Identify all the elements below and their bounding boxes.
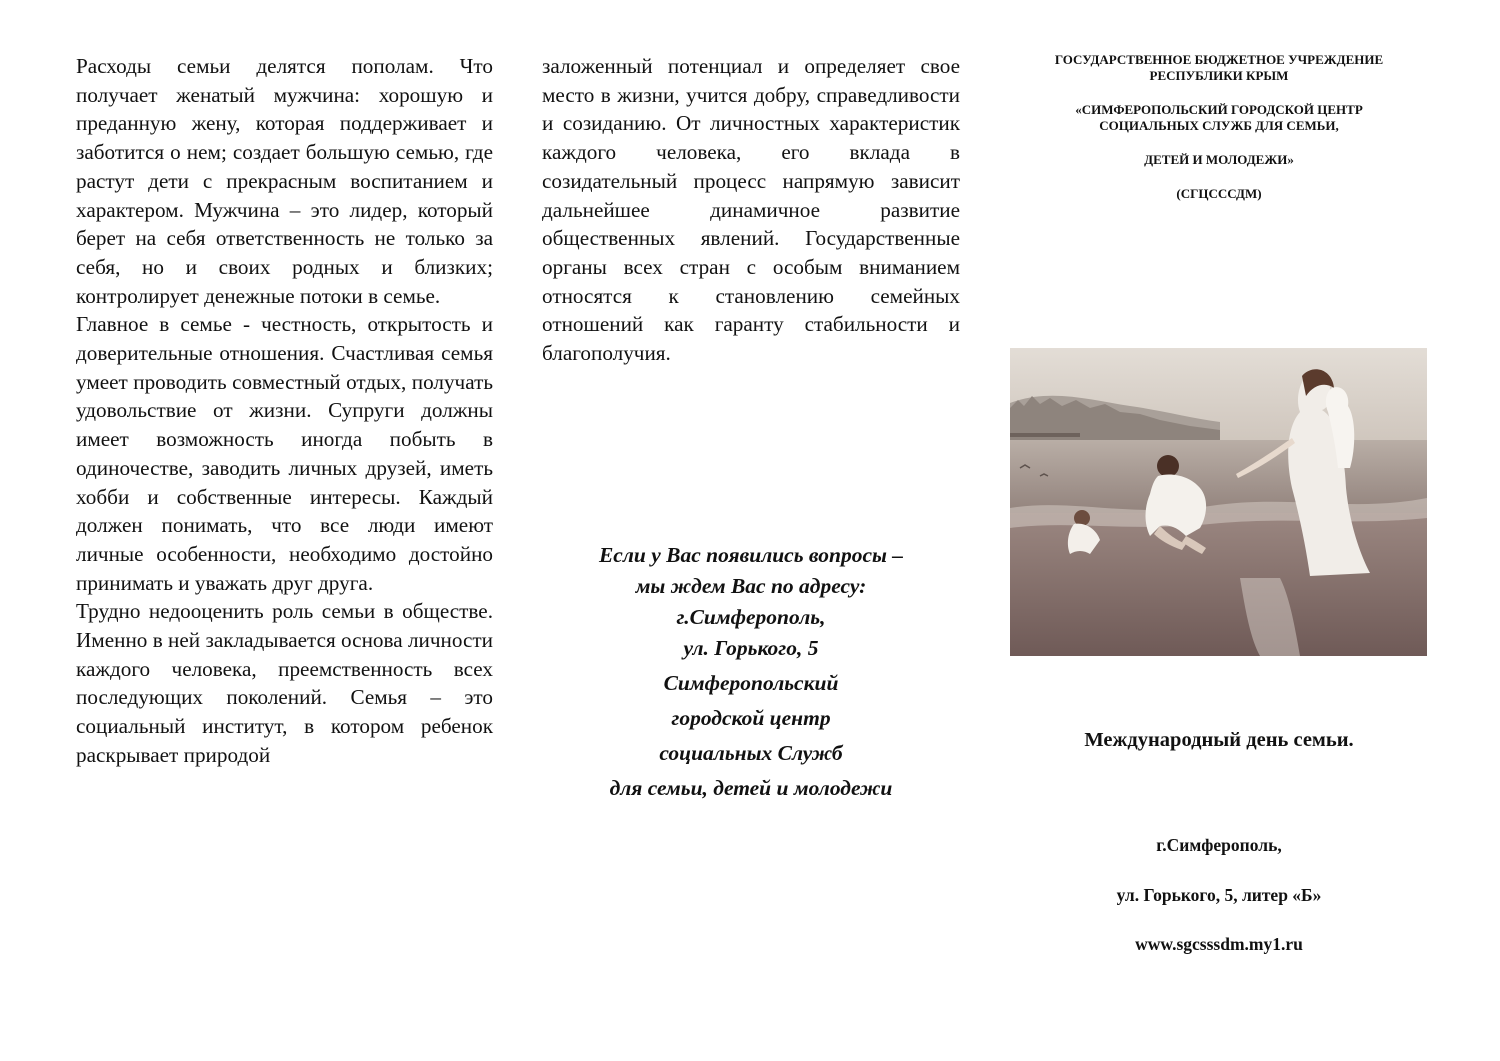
contact-line: для семьи, детей и молодежи — [609, 776, 893, 800]
contact-block — [545, 540, 957, 804]
org-name-line: «СИМФЕРОПОЛЬСКИЙ ГОРОДСКОЙ ЦЕНТР — [1075, 102, 1363, 117]
contact-line: городской центр — [671, 706, 831, 730]
contact-line: г.Симферополь, — [676, 605, 826, 629]
org-name-line: ГОСУДАРСТВЕННОЕ БЮДЖЕТНОЕ УЧРЕЖДЕНИЕ — [1054, 52, 1384, 67]
paragraph-honesty: Главное в семье - честность, открытость и доверительные отношения. Счастливая семья умеет проводить совместный отдых, получать удовольствие от жизни. Супруги должны имеет возможность иногда побыть в одиночестве, заводить личных друзей, иметь хобби и собственные интересы. Каждый должен понимать, что все люди имеют личные особенности, необходимо достойно принимать и уважать друг друга. — [76, 312, 493, 595]
paragraph-expenses: Расходы семьи делятся пополам. Что получает женатый мужчина: хорошую и преданную жену, которая поддерживает и заботится о нем; создает большую семью, где растут дети с прекрасным воспитанием и характером. Мужчина – это лидер, который берет на себя ответственность не только за себя, но и своих родных и близких; контролирует денежные потоки в семье. — [76, 54, 493, 308]
org-abbreviation: (СГЦСССДМ) — [1176, 186, 1262, 201]
contact-line: социальных Служб — [659, 741, 843, 765]
toddler-head — [1074, 510, 1090, 526]
family-beach-painting — [1010, 348, 1427, 656]
middle-column — [542, 52, 960, 368]
address-city: г.Симферополь, — [1156, 835, 1282, 855]
org-name-line: РЕСПУБЛИКИ КРЫМ — [1149, 68, 1289, 83]
organization-header — [1005, 52, 1433, 202]
paragraph-role-of-family: Трудно недооценить роль семьи в обществе. Именно в ней закладывается основа личности каждого человека, преемственность всех последующих поколений. Семья – это социальный институт, в котором ребенок раскрывает природой — [76, 599, 493, 767]
org-name-line: СОЦИАЛЬНЫХ СЛУЖБ ДЛЯ СЕМЬИ, — [1099, 118, 1339, 133]
website-link[interactable]: www.sgcsssdm.my1.ru — [1135, 934, 1303, 954]
left-column — [76, 52, 493, 770]
brochure-title: Международный день семьи. — [1084, 729, 1354, 751]
contact-line: мы ждем Вас по адресу: — [635, 574, 867, 598]
org-name-line: ДЕТЕЙ И МОЛОДЕЖИ» — [1144, 152, 1294, 167]
contact-line: Симферопольский — [663, 671, 839, 695]
address-street: ул. Горького, 5, литер «Б» — [1116, 885, 1322, 905]
contact-line: ул. Горького, 5 — [683, 636, 819, 660]
contact-line: Если у Вас появились вопросы – — [598, 543, 904, 567]
man-head — [1157, 455, 1179, 477]
paragraph-potential: заложенный потенциал и определяет свое место в жизни, учится добру, справедливости и созиданию. От личностных характеристик каждого человека, его вклада в созидательный процесс напрямую зависит дальнейшее динамичное развитие общественных явлений. Государственные органы всех стран с особым вниманием относятся к становлению семейных отношений как гаранту стабильности и благополучия. — [542, 54, 960, 366]
pier — [1010, 433, 1080, 437]
